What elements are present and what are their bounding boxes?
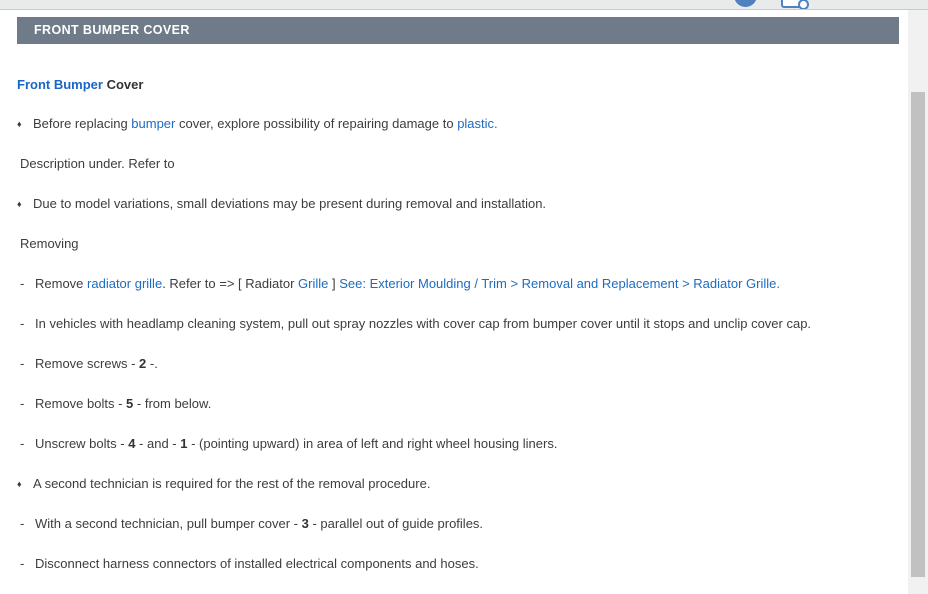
diamond-bullet-icon: ♦ <box>17 199 22 209</box>
text-segment: 2 <box>139 356 147 371</box>
text-segment: -. <box>146 356 158 371</box>
print-preview-icon[interactable] <box>781 0 807 8</box>
text-segment: ] <box>328 276 340 291</box>
dash-bullet-icon: - <box>20 356 25 371</box>
text-segment: 3 <box>301 516 309 531</box>
inline-link[interactable]: Grille <box>298 276 329 291</box>
dash-bullet-icon: - <box>20 396 25 411</box>
text-segment: 1 <box>180 436 188 451</box>
paragraph <box>17 474 889 493</box>
text-segment: Unscrew bolts - <box>35 436 129 451</box>
inline-link[interactable]: Front Bumper <box>17 77 103 92</box>
dash-bullet-icon: - <box>20 556 25 571</box>
diamond-bullet-icon: ♦ <box>17 119 22 129</box>
inline-link[interactable]: bumper <box>131 116 176 131</box>
dash-bullet-icon: - <box>20 316 25 331</box>
browser-topbar <box>0 0 928 10</box>
paragraph <box>17 274 889 293</box>
diamond-bullet-icon: ♦ <box>17 479 22 489</box>
paragraph <box>17 234 889 253</box>
text-segment: Due to model variations, small deviations may be present during removal and installation. <box>33 196 547 211</box>
user-circle-icon[interactable] <box>734 0 757 7</box>
paragraph <box>17 314 889 333</box>
text-segment: - from below. <box>133 396 212 411</box>
text-segment: . Refer to => [ Radiator <box>162 276 299 291</box>
text-segment: - (pointing upward) in area of left and right wheel housing liners. <box>187 436 558 451</box>
scrollbar-thumb[interactable] <box>911 92 925 577</box>
text-segment: Remove bolts - <box>35 396 127 411</box>
text-segment: In vehicles with headlamp cleaning system, pull out spray nozzles with cover cap from bumper cover until it stops and unclip cover cap. <box>35 316 812 331</box>
text-segment: 5 <box>126 396 134 411</box>
text-segment: cover, explore possibility of repairing damage to <box>175 116 458 131</box>
text-segment: 4 <box>128 436 136 451</box>
text-segment: Remove screws - <box>35 356 140 371</box>
paragraph <box>17 554 889 573</box>
inline-link[interactable]: radiator grille <box>87 276 163 291</box>
section-title: FRONT BUMPER COVER <box>34 23 190 37</box>
text-segment: A second technician is required for the rest of the removal procedure. <box>33 476 431 491</box>
vertical-scrollbar[interactable] <box>908 10 928 594</box>
page-title <box>17 75 889 94</box>
paragraph <box>17 194 889 213</box>
dash-bullet-icon: - <box>20 516 25 531</box>
text-segment: - and - <box>135 436 181 451</box>
text-segment: Remove <box>35 276 88 291</box>
content-area <box>0 10 899 594</box>
text-segment: - parallel out of guide profiles. <box>308 516 484 531</box>
paragraph <box>17 154 889 173</box>
text-segment: Before replacing <box>33 116 132 131</box>
text-segment: Cover <box>102 77 144 92</box>
dash-bullet-icon: - <box>20 276 25 291</box>
paragraph <box>17 434 889 453</box>
inline-link[interactable]: plastic. <box>457 116 498 131</box>
paragraph <box>17 514 889 533</box>
text-segment: Removing <box>20 236 79 251</box>
text-segment: Description under. Refer to <box>20 156 175 171</box>
document-body <box>17 75 889 573</box>
text-segment: Disconnect harness connectors of installed electrical components and hoses. <box>35 556 479 571</box>
dash-bullet-icon: - <box>20 436 25 451</box>
paragraph <box>17 354 889 373</box>
paragraph <box>17 114 889 133</box>
section-header <box>17 17 899 44</box>
inline-link[interactable]: See: Exterior Moulding / Trim > Removal and Replacement > Radiator Grille. <box>339 276 780 291</box>
text-segment: With a second technician, pull bumper cover - <box>35 516 302 531</box>
paragraph <box>17 394 889 413</box>
